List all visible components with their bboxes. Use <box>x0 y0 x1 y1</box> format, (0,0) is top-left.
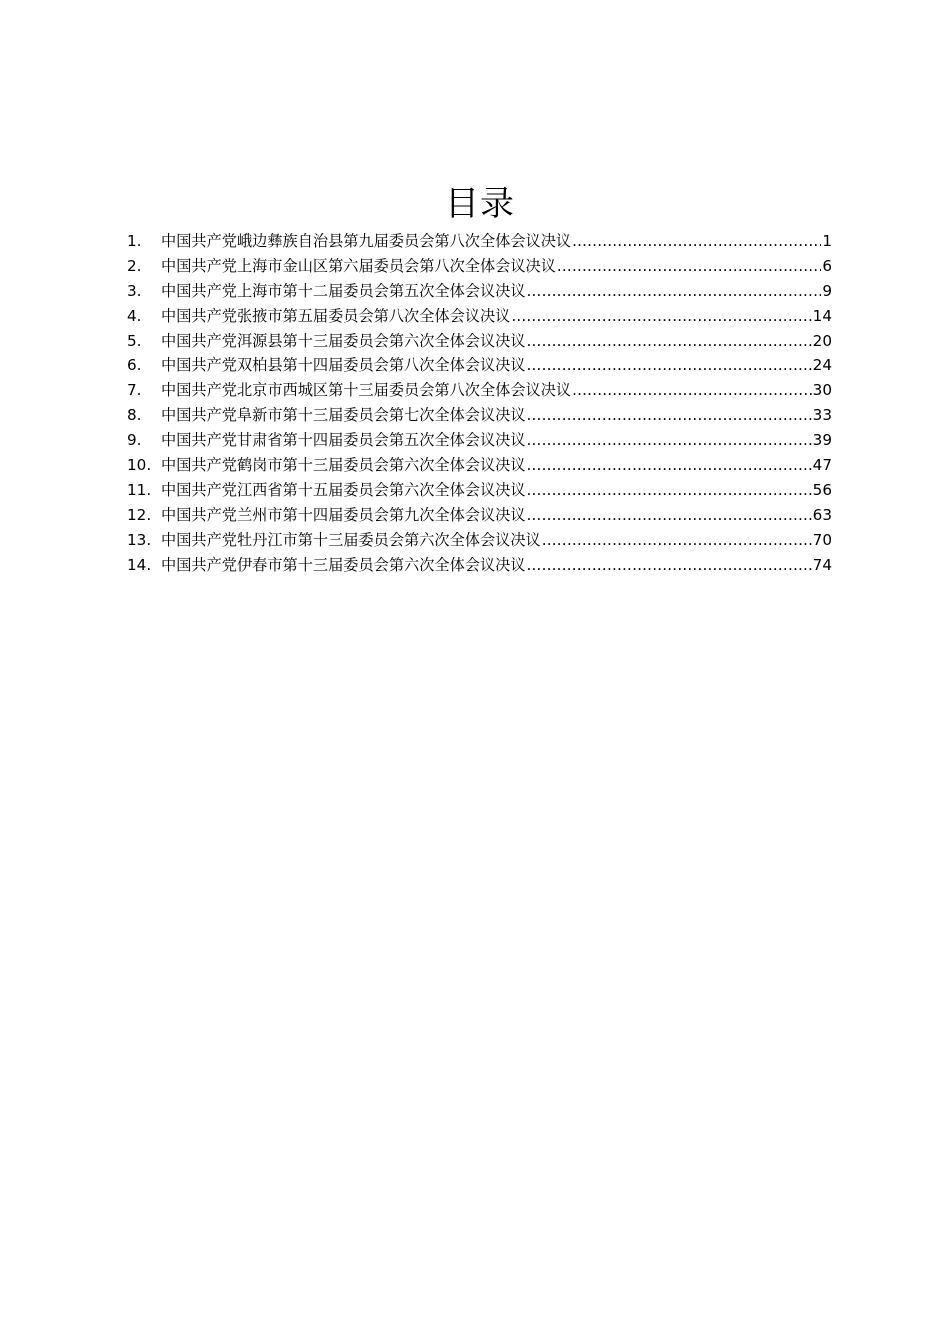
toc-entry-title: 中国共产党伊春市第十三届委员会第六次全体会议决议 <box>161 555 526 574</box>
toc-entry-number: 3. <box>127 281 142 300</box>
toc-dot-leader <box>527 478 812 503</box>
toc-dot-leader <box>572 229 821 254</box>
toc-entry[interactable] <box>127 279 832 304</box>
toc-entry-number: 6. <box>127 356 142 375</box>
toc-entry-title: 中国共产党张掖市第五届委员会第八次全体会议决议 <box>161 306 511 325</box>
toc-entry-page: 70 <box>812 530 832 549</box>
toc-entry[interactable] <box>127 553 832 578</box>
toc-entry[interactable] <box>127 503 832 528</box>
toc-dot-leader <box>572 378 812 403</box>
toc-entry-number: 9. <box>127 431 142 450</box>
toc-dot-leader <box>527 553 812 578</box>
toc-dot-leader <box>527 403 812 428</box>
toc-dot-leader <box>557 254 821 279</box>
toc-entry-number: 2. <box>127 256 142 275</box>
toc-dot-leader <box>527 428 812 453</box>
toc-entry[interactable] <box>127 329 832 354</box>
toc-entry-title: 中国共产党鹤岗市第十三届委员会第六次全体会议决议 <box>161 456 526 475</box>
toc-entry-title: 中国共产党洱源县第十三届委员会第六次全体会议决议 <box>161 331 526 350</box>
toc-dot-leader <box>527 279 822 304</box>
toc-entry[interactable] <box>127 229 832 254</box>
toc-dot-leader <box>527 353 812 378</box>
toc-entry-number: 11. <box>127 480 152 499</box>
toc-entry-number: 12. <box>127 505 152 524</box>
toc-entry-number: 1. <box>127 232 142 250</box>
toc-entry-page: 39 <box>812 431 832 450</box>
toc-entry-number: 5. <box>127 331 142 350</box>
toc-entry-title: 中国共产党江西省第十五届委员会第六次全体会议决议 <box>161 480 526 499</box>
toc-entry[interactable] <box>127 528 832 553</box>
toc-title: 目录 <box>445 184 515 224</box>
toc-entry-page: 9 <box>822 281 832 300</box>
toc-entry-page: 47 <box>812 456 832 475</box>
toc-entry-title: 中国共产党北京市西城区第十三届委员会第八次全体会议决议 <box>161 381 572 400</box>
toc-entry[interactable] <box>127 478 832 503</box>
toc-entry-title: 中国共产党上海市金山区第六届委员会第八次全体会议决议 <box>161 256 556 275</box>
toc-entry-title: 中国共产党上海市第十二届委员会第五次全体会议决议 <box>161 281 526 300</box>
toc-entry-title: 中国共产党牡丹江市第十三届委员会第六次全体会议决议 <box>161 530 541 549</box>
toc-entry-page: 74 <box>812 555 832 574</box>
toc-entry-page: 30 <box>812 381 832 400</box>
toc-entry-page: 63 <box>812 505 832 524</box>
toc-entry-page: 6 <box>822 256 832 275</box>
toc-entry-page: 1 <box>822 232 832 250</box>
toc-entry[interactable] <box>127 428 832 453</box>
toc-entry[interactable] <box>127 254 832 279</box>
toc-entry-page: 24 <box>812 356 832 375</box>
toc-entry-number: 14. <box>127 555 152 574</box>
toc-entry-page: 14 <box>812 306 832 325</box>
toc-list <box>127 229 832 577</box>
toc-entry-page: 33 <box>812 406 832 425</box>
toc-entry[interactable] <box>127 304 832 329</box>
toc-entry[interactable] <box>127 378 832 403</box>
toc-entry[interactable] <box>127 453 832 478</box>
toc-dot-leader <box>527 453 812 478</box>
toc-entry-page: 20 <box>812 331 832 350</box>
toc-entry-number: 10. <box>127 456 152 475</box>
toc-entry-page: 56 <box>812 480 832 499</box>
toc-dot-leader <box>542 528 812 553</box>
toc-dot-leader <box>527 329 812 354</box>
toc-entry-title: 中国共产党甘肃省第十四届委员会第五次全体会议决议 <box>161 431 526 450</box>
toc-dot-leader <box>527 503 812 528</box>
toc-entry-number: 7. <box>127 381 142 400</box>
toc-entry-title: 中国共产党阜新市第十三届委员会第七次全体会议决议 <box>161 406 526 425</box>
toc-entry-title: 中国共产党峨边彝族自治县第九届委员会第八次全体会议决议 <box>161 232 572 250</box>
toc-entry-number: 8. <box>127 406 142 425</box>
toc-entry[interactable] <box>127 403 832 428</box>
toc-entry-title: 中国共产党双柏县第十四届委员会第八次全体会议决议 <box>161 356 526 375</box>
toc-entry[interactable] <box>127 353 832 378</box>
toc-entry-number: 13. <box>127 530 152 549</box>
toc-entry-number: 4. <box>127 306 142 325</box>
toc-dot-leader <box>511 304 811 329</box>
toc-entry-title: 中国共产党兰州市第十四届委员会第九次全体会议决议 <box>161 505 526 524</box>
